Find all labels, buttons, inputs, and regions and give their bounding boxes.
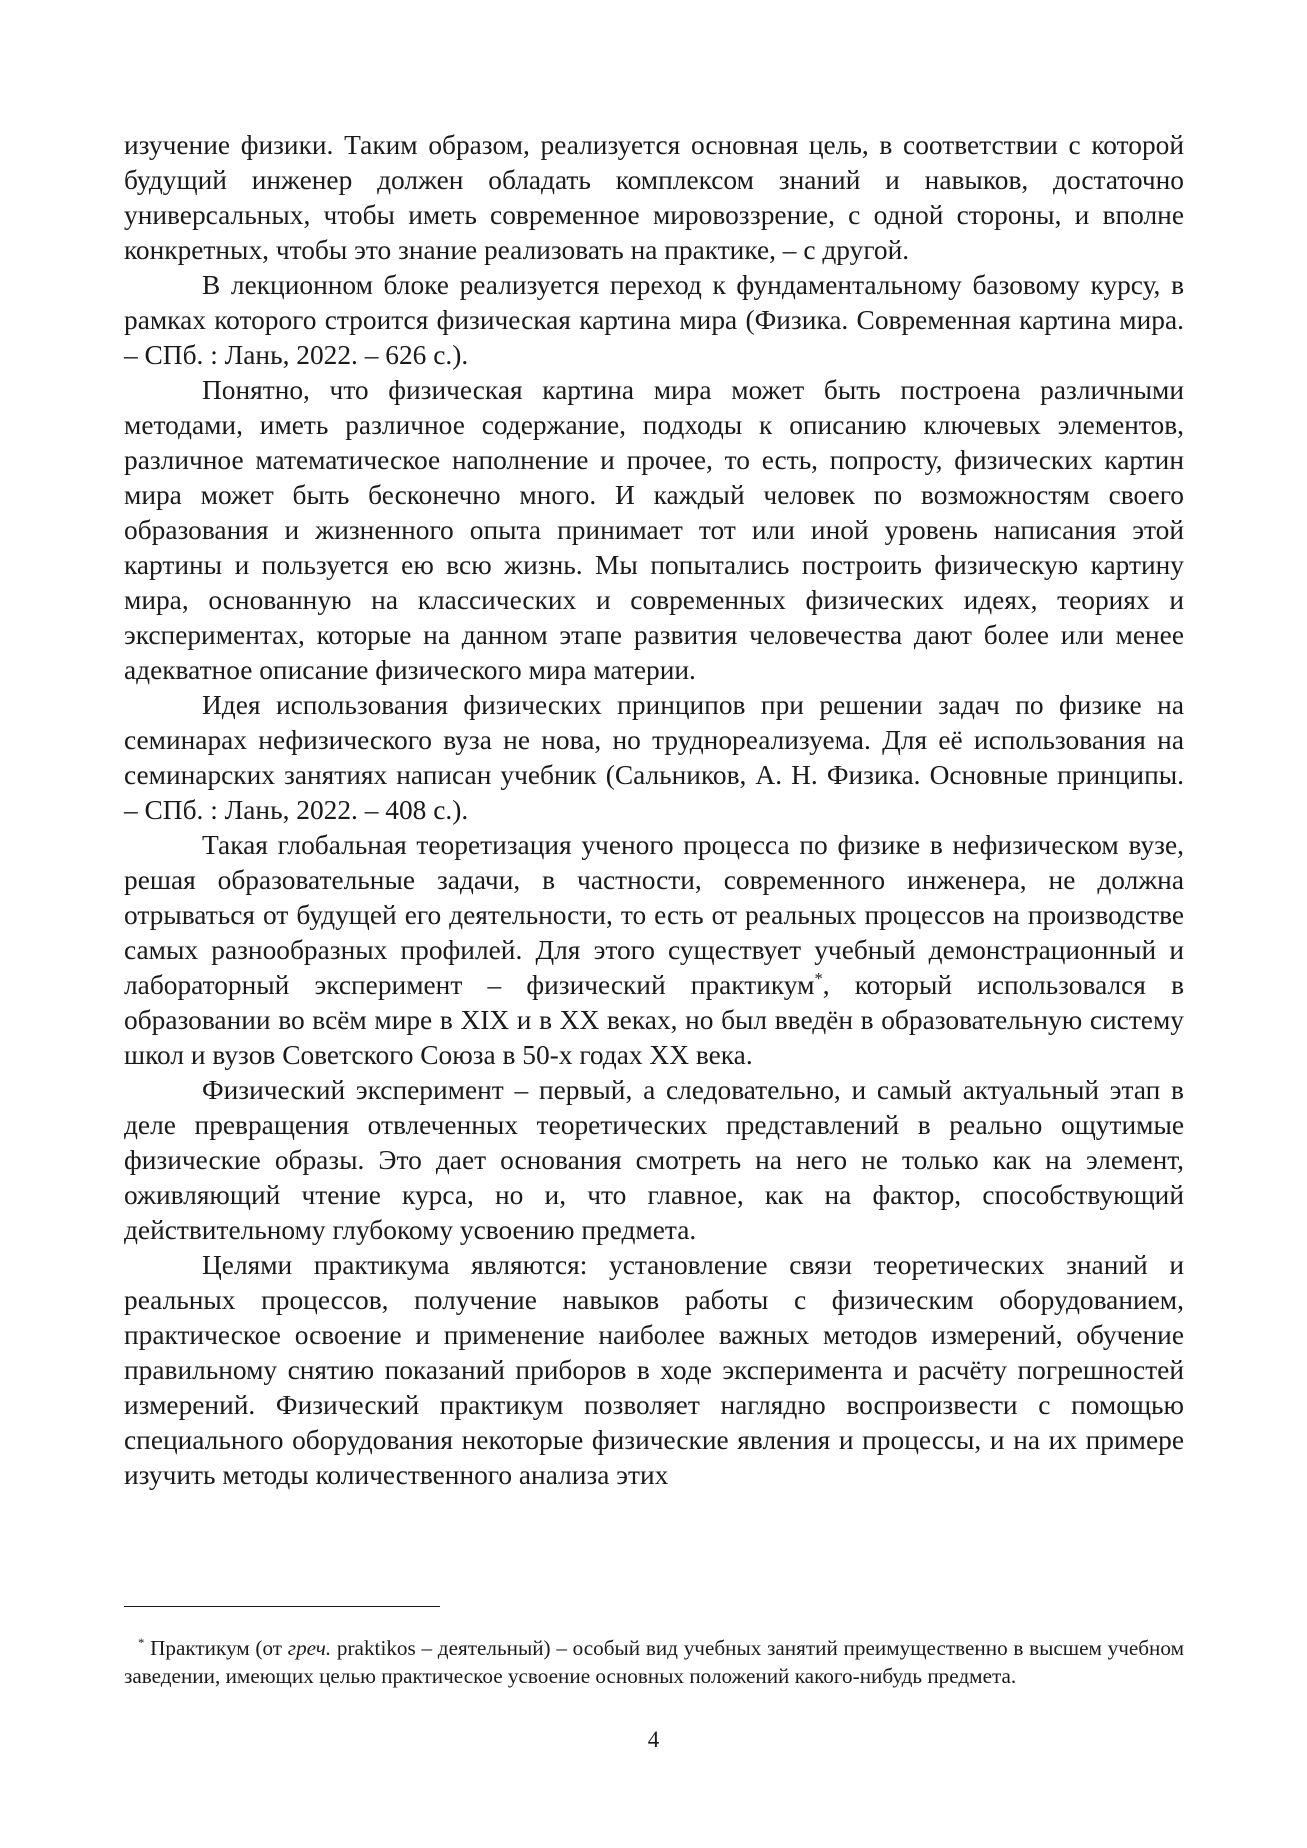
- page-number: 4: [647, 1727, 660, 1752]
- paragraph-5: [124, 828, 1184, 1073]
- paragraph-5-text-start: Такая глобальная теоретизация ученого процесса по физике в нефизическом вузе, решая образовательные задачи, в частности, современного инженера, не должна отрываться от будущей его деятельности, то есть от реальных процессов на производстве самых разнообразных профилей. Для этого существует учебный демонстрационный и лабораторный эксперимент – физический практикум: [124, 830, 1184, 1000]
- paragraph-5-text-end: , который использовался в образовании во всём мире в XIX и в XX веках, но был введён в образовательную систему школ и вузов Советского Союза в 50-х годах XX века.: [124, 970, 1184, 1070]
- paragraph-6: Физический эксперимент – первый, а следовательно, и самый актуальный этап в деле превращения отвлеченных теоретических представлений в реально ощутимые физические образы. Это дает основания смотреть на него не только как на элемент, оживляющий чтение курса, но и, что главное, как на фактор, способствующий действительному глубокому усвоению предмета.: [124, 1075, 1184, 1245]
- footnote-text: [124, 1634, 1184, 1690]
- paragraph-2: В лекционном блоке реализуется переход к фундаментальному базовому курсу, в рамках которого строится физическая картина мира (Физика. Современная картина мира. – СПб. : Лань, 2022. – 626 с.).: [124, 270, 1184, 370]
- footnote: [124, 1634, 1184, 1690]
- footnote-reference-marker: *: [814, 968, 823, 988]
- paragraph-3: Понятно, что физическая картина мира может быть построена различными методами, иметь различное содержание, подходы к описанию ключевых элементов, различное математическое наполнение и прочее, то есть, попросту, физических картин мира может быть бесконечно много. И каждый человек по возможностям своего образования и жизненного опыта принимает тот или иной уровень написания этой картины и пользуется ею всю жизнь. Мы попытались построить физическую картину мира, основанную на классических и современных физических идеях, теориях и экспериментах, которые на данном этапе развития человечества дают более или менее адекватное описание физического мира материи.: [124, 375, 1184, 685]
- paragraph-4: Идея использования физических принципов при решении задач по физике на семинарах нефизического вуза не нова, но труднореализуема. Для её использования на семинарских занятиях написан учебник (Сальников, А. Н. Физика. Основные принципы. – СПб. : Лань, 2022. – 408 с.).: [124, 690, 1184, 825]
- paragraph-1: изучение физики. Таким образом, реализуется основная цель, в соответствии с которой будущий инженер должен обладать комплексом знаний и навыков, достаточно универсальных, чтобы иметь современное мировоззрение, с одной стороны, и вполне конкретных, чтобы это знание реализовать на практике, – с другой.: [124, 130, 1184, 265]
- body-text: [124, 128, 1184, 1493]
- footnote-italic-abbreviation: греч.: [287, 1636, 332, 1660]
- footnote-marker: *: [138, 1635, 145, 1650]
- paragraph-7: Целями практикума являются: установление связи теоретических знаний и реальных процессов, получение навыков работы с физическим оборудованием, практическое освоение и применение наиболее важных методов измерений, обучение правильному снятию показаний приборов в ходе эксперимента и расчёту погрешностей измерений. Физический практикум позволяет наглядно воспроизвести с помощью специального оборудования некоторые физические явления и процессы, и на их примере изучить методы количественного анализа этих: [124, 1250, 1184, 1490]
- footnote-text-start: Практикум (от: [144, 1636, 288, 1660]
- footnote-text-end: praktikos – деятельный) – особый вид учебных занятий преимущественно в высшем учебном заведении, имеющих целью практическое усвоение основных положений какого-нибудь предмета.: [124, 1636, 1184, 1688]
- footnote-separator: [124, 1606, 440, 1607]
